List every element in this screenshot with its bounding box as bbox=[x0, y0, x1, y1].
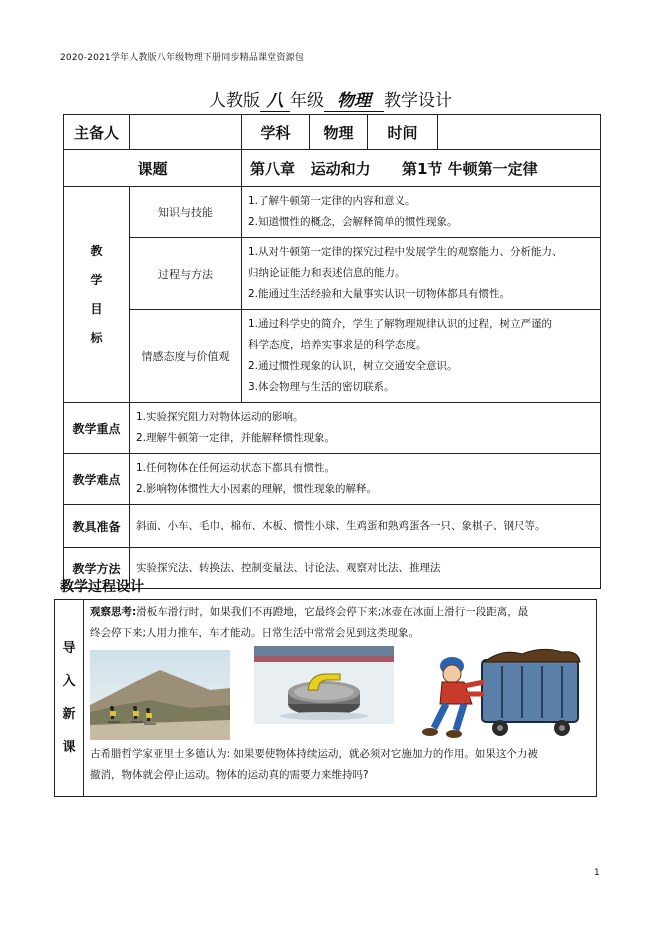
time-value bbox=[438, 115, 601, 150]
key-points-row bbox=[64, 403, 601, 454]
goal-content: 1.从对牛顿第一定律的探究过程中发展学生的观察能力、分析能力、 归纳论证能力和表述信息的能力。 2.能通过生活经验和大量事实认识一切物体都具有惯性。 bbox=[242, 238, 601, 310]
process-table bbox=[54, 599, 597, 797]
info-row bbox=[64, 115, 601, 150]
page-header: 2020-2021学年人教版八年级物理下册同步精品课堂资源包 bbox=[60, 53, 305, 63]
goals-label: 教 学 目 标 bbox=[64, 187, 130, 403]
stage-content bbox=[84, 600, 597, 797]
scooter-photo bbox=[90, 650, 230, 740]
stage-label: 导 入 新 课 bbox=[55, 600, 84, 797]
page-title bbox=[0, 86, 661, 112]
preparer-label: 主备人 bbox=[64, 115, 130, 150]
lesson-plan-table bbox=[63, 114, 601, 589]
goal-name: 过程与方法 bbox=[130, 238, 242, 310]
equipment-label: 教具准备 bbox=[64, 505, 130, 548]
cart-pushing-cartoon bbox=[412, 646, 592, 742]
goal-row bbox=[64, 187, 601, 238]
key-points-content: 1.实验探究阻力对物体运动的影响。 2.理解牛顿第一定律，并能解释惯性现象。 bbox=[130, 403, 601, 454]
subject-value: 物理 bbox=[310, 115, 368, 150]
process-title: 教学过程设计 bbox=[60, 579, 144, 595]
page-number: 1 bbox=[594, 868, 600, 878]
title-mid: 年级 bbox=[290, 91, 324, 111]
illustrations bbox=[84, 646, 596, 742]
goal-content: 1.通过科学史的简介，学生了解物理规律认识的过程，树立严谨的 科学态度，培养实事求是的科学态度。 2.通过惯性现象的认识，树立交通安全意识。 3.体会物理与生活的密切联系。 bbox=[242, 310, 601, 403]
goal-name: 知识与技能 bbox=[130, 187, 242, 238]
time-label: 时间 bbox=[368, 115, 438, 150]
equipment-row bbox=[64, 505, 601, 548]
aristotle-text: 古希腊哲学家亚里士多德认为: 如果要使物体持续运动，就必须对它施加力的作用。如果这个力被 撤消，物体就会停止运动。物体的运动真的需要力来维持吗? bbox=[90, 748, 538, 781]
observation-text: 观察思考:滑板车滑行时，如果我们不再蹬地，它最终会停下来;冰壶在冰面上滑行一段距离，最 终会停下来;人用力推车，车才能动。日常生活中常常会见到这类现象。 bbox=[90, 606, 529, 639]
topic-label: 课题 bbox=[64, 150, 242, 187]
observation-label: 观察思考: bbox=[90, 606, 137, 618]
goal-name: 情感态度与价值观 bbox=[130, 310, 242, 403]
goal-row bbox=[64, 238, 601, 310]
preparer-value bbox=[130, 115, 242, 150]
subject-label: 学科 bbox=[242, 115, 310, 150]
title-grade: 八 bbox=[260, 86, 290, 112]
curling-stone-photo bbox=[254, 646, 394, 724]
methods-label: 教学方法 bbox=[64, 548, 130, 589]
methods-content: 实验探究法、转换法、控制变量法、讨论法、观察对比法、推理法 bbox=[130, 548, 601, 589]
title-prefix: 人教版 bbox=[209, 91, 260, 111]
goal-content: 1.了解牛顿第一定律的内容和意义。 2.知道惯性的概念，会解释简单的惯性现象。 bbox=[242, 187, 601, 238]
topic-value: 第八章 运动和力 第1节 牛顿第一定律 bbox=[242, 150, 601, 187]
key-points-label: 教学重点 bbox=[64, 403, 130, 454]
difficulties-content: 1.任何物体在任何运动状态下都具有惯性。 2.影响物体惯性大小因素的理解，惯性现象的解释。 bbox=[130, 454, 601, 505]
goal-row bbox=[64, 310, 601, 403]
difficulties-label: 教学难点 bbox=[64, 454, 130, 505]
title-subject: 物理 bbox=[324, 86, 384, 112]
methods-row bbox=[64, 548, 601, 589]
equipment-content: 斜面、小车、毛巾、棉布、木板、惯性小球、生鸡蛋和熟鸡蛋各一只、象棋子、钢尺等。 bbox=[130, 505, 601, 548]
difficulties-row bbox=[64, 454, 601, 505]
title-suffix: 教学设计 bbox=[384, 91, 452, 111]
topic-row bbox=[64, 150, 601, 187]
